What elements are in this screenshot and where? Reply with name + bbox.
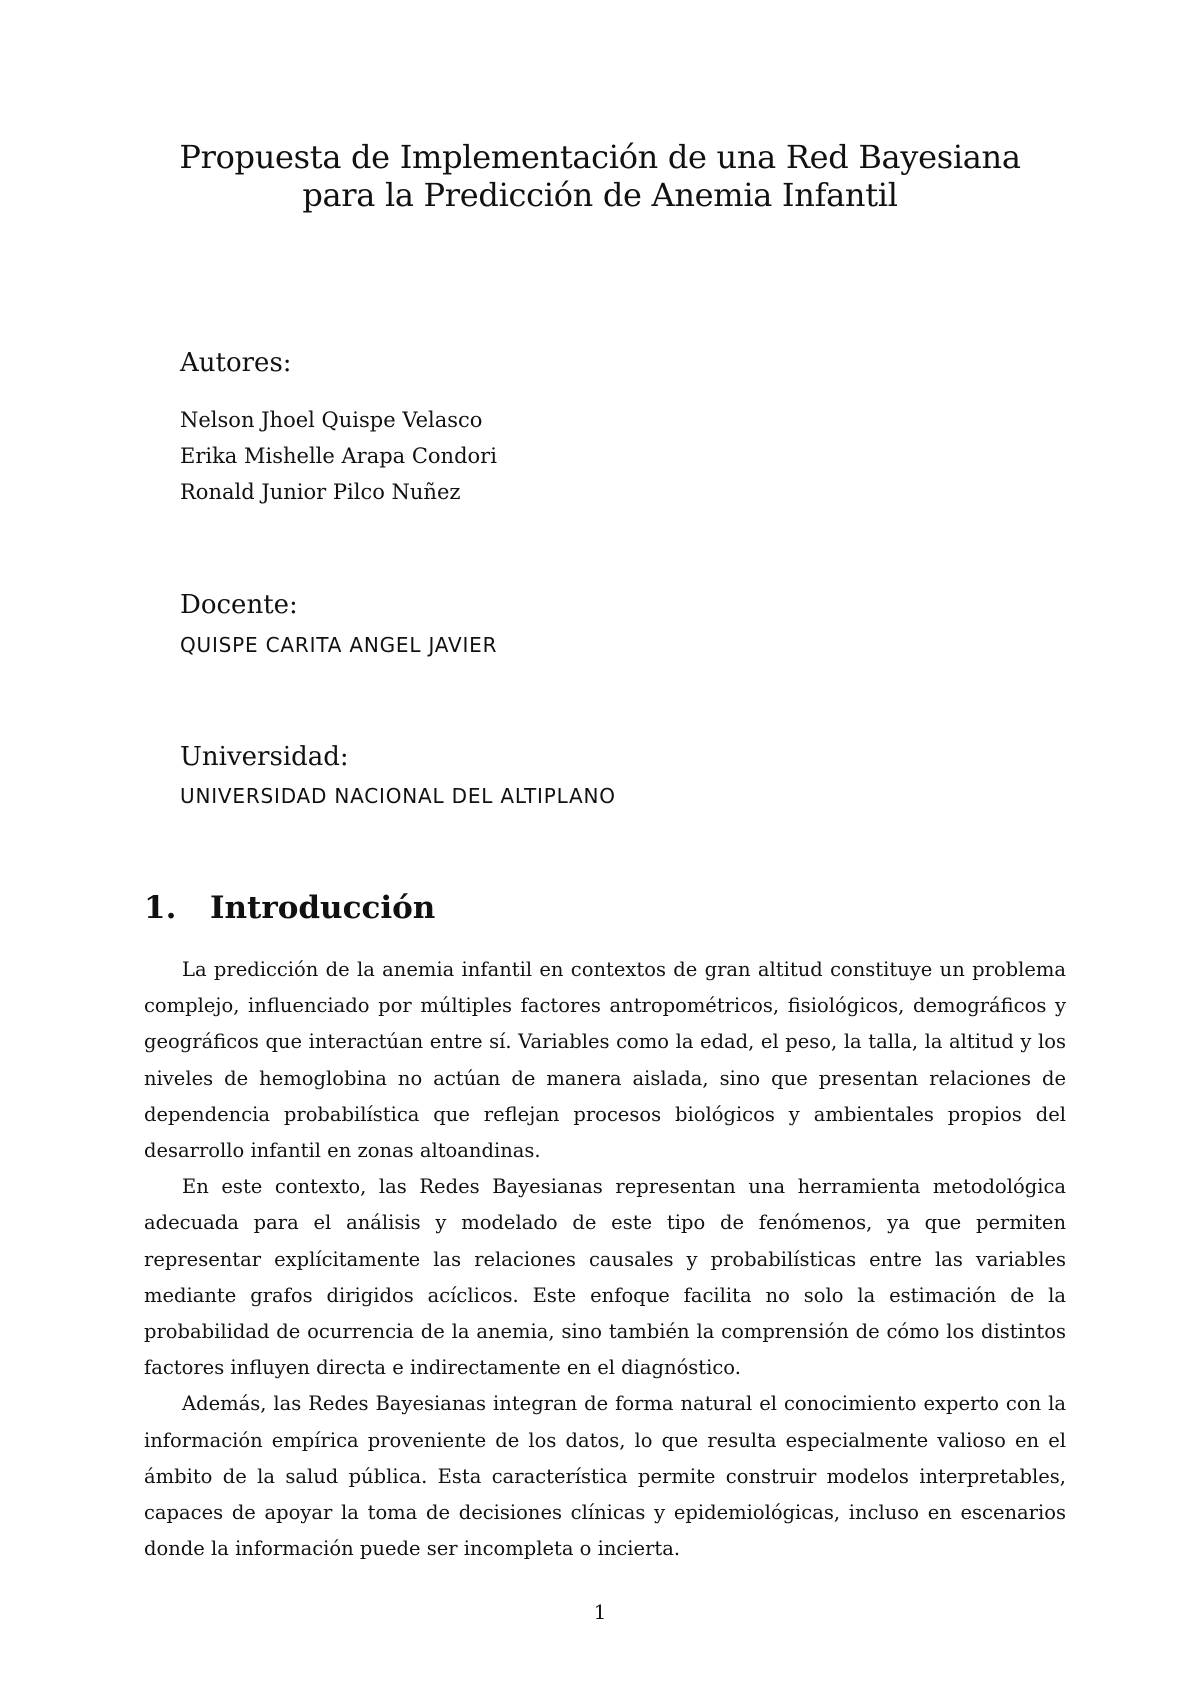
section-body <box>144 952 1066 1567</box>
section-title: Introducción <box>210 890 436 926</box>
paper-title <box>0 138 1200 214</box>
section-heading <box>144 890 435 926</box>
university-name: UNIVERSIDAD NACIONAL DEL ALTIPLANO <box>180 784 616 808</box>
paper-title-line-2: para la Predicción de Anemia Infantil <box>302 176 898 214</box>
authors-heading: Autores: <box>180 348 292 378</box>
paper-title-line-1: Propuesta de Implementación de una Red Bayesiana <box>179 138 1021 176</box>
teacher-heading: Docente: <box>180 590 298 620</box>
section-number: 1. <box>144 890 177 926</box>
university-heading: Universidad: <box>180 742 349 772</box>
paragraph: En este contexto, las Redes Bayesianas representan una herramienta metodológica adecuada para el análisis y modelado de este tipo de fenómenos, ya que permiten representar explícitamente las relaciones causales y probabilísticas entre las variables mediante grafos dirigidos acíclicos. Este enfoque facilita no solo la estimación de la probabilidad de ocurrencia de la anemia, sino también la comprensión de cómo los distintos factores influyen directa e indirectamente en el diagnóstico. <box>144 1175 1066 1380</box>
author-name: Erika Mishelle Arapa Condori <box>180 444 497 468</box>
teacher-name: QUISPE CARITA ANGEL JAVIER <box>180 633 498 657</box>
paragraph: La predicción de la anemia infantil en contextos de gran altitud constituye un problema complejo, influenciado por múltiples factores antropométricos, fisiológicos, demográficos y geográficos que interactúan entre sí. Variables como la edad, el peso, la talla, la altitud y los niveles de hemoglobina no actúan de manera aislada, sino que presentan relaciones de dependencia probabilística que reflejan procesos biológicos y ambientales propios del desarrollo infantil en zonas altoandinas. <box>144 958 1066 1163</box>
authors-list <box>180 402 497 510</box>
paragraph: Además, las Redes Bayesianas integran de forma natural el conocimiento experto con la información empírica proveniente de los datos, lo que resulta especialmente valioso en el ámbito de la salud pública. Esta característica permite construir modelos interpretables, capaces de apoyar la toma de decisiones clínicas y epidemiológicas, incluso en escenarios donde la información puede ser incompleta o incierta. <box>144 1392 1066 1561</box>
author-name: Nelson Jhoel Quispe Velasco <box>180 408 483 432</box>
page-number: 1 <box>593 1600 607 1624</box>
author-name: Ronald Junior Pilco Nuñez <box>180 480 461 504</box>
